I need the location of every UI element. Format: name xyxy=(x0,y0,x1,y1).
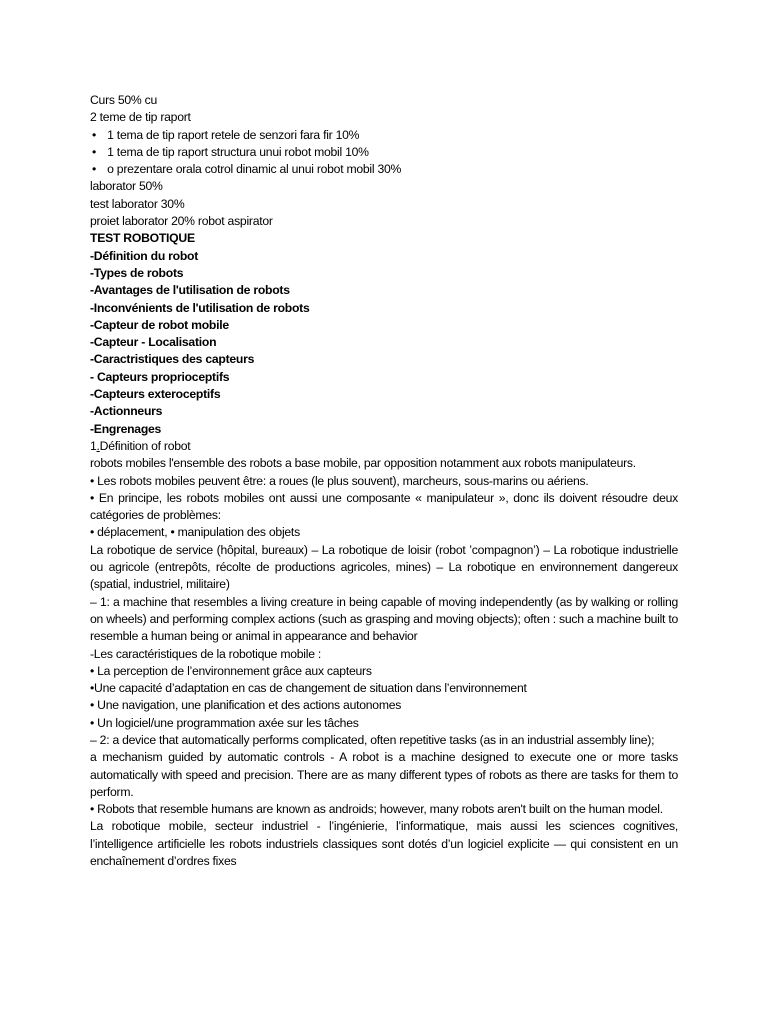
course-line-1: Curs 50% cu xyxy=(90,93,158,107)
bullet-icon: • xyxy=(92,162,97,177)
topic-item: -Définition du robot xyxy=(90,248,199,263)
paragraph: • Les robots mobiles peuvent être: a roues (le plus souvent), marcheurs, sous-marins ou aériens. xyxy=(90,473,589,488)
course-line-2: 2 teme de tip raport xyxy=(90,110,191,125)
paragraph: – 1: a machine that resembles a living creature in being capable of moving independently (as by walking or rolling on wheels) and performing complex actions (such as grasping and moving objects); often : such a machine built to resemble a human being or animal in appearance and behavior xyxy=(90,594,678,644)
bullet-item xyxy=(90,127,678,144)
heading-number: 1 xyxy=(90,438,97,453)
topic-item: -Capteur - Localisation xyxy=(90,335,217,350)
paragraph: • Une navigation, une planification et des actions autonomes xyxy=(90,698,402,713)
bullet-icon: • xyxy=(92,144,97,159)
topic-item: -Caractristiques des capteurs xyxy=(90,352,255,367)
section-title: TEST ROBOTIQUE xyxy=(90,231,195,246)
heading-text: Définition of robot xyxy=(99,438,191,453)
topic-item: - Capteurs proprioceptifs xyxy=(90,369,230,384)
topic-item: -Capteurs exteroceptifs xyxy=(90,387,221,402)
paragraph: •Une capacité d’adaptation en cas de changement de situation dans l’environnement xyxy=(90,681,527,696)
topic-item: -Engrenages xyxy=(90,421,162,436)
bullet-icon: • xyxy=(92,127,97,142)
paragraph: robots mobiles l'ensemble des robots a base mobile, par opposition notamment aux robots manipulateurs. xyxy=(90,456,636,471)
topic-item: -Actionneurs xyxy=(90,404,163,419)
paragraph: -Les caractéristiques de la robotique mobile : xyxy=(90,646,322,661)
document-page xyxy=(90,92,678,870)
paragraph: – 2: a device that automatically performs complicated, often repetitive tasks (as in an industrial assembly line); xyxy=(90,732,655,747)
topic-item: -Types de robots xyxy=(90,265,184,280)
bullet-item xyxy=(90,161,678,178)
test-line: test laborator 30% xyxy=(90,196,185,211)
paragraph: • Un logiciel/une programmation axée sur les tâches xyxy=(90,715,359,730)
lab-line: laborator 50% xyxy=(90,179,163,194)
topic-item: -Capteur de robot mobile xyxy=(90,317,229,332)
bullet-text: 1 tema de tip raport structura unui robot mobil 10% xyxy=(107,144,369,159)
paragraph: • déplacement, • manipulation des objets xyxy=(90,525,300,540)
bullet-item xyxy=(90,144,678,161)
bullet-text: o prezentare orala cotrol dinamic al unui robot mobil 30% xyxy=(107,162,402,177)
paragraph: La robotique de service (hôpital, bureaux) – La robotique de loisir (robot ’compagnon’) – La robotique industrielle ou agricole (entrepôts, récolte de productions agricoles, mines) – La robotique en environnement dangereux (spatial, industriel, militaire) xyxy=(90,542,678,592)
definition-heading xyxy=(90,438,678,455)
paragraph: a mechanism guided by automatic controls - A robot is a machine designed to execute one or more tasks automatically with speed and precision. There are as many different types of robots as there are tasks for them to perform. xyxy=(90,750,678,799)
paragraph: • La perception de l’environnement grâce aux capteurs xyxy=(90,663,372,678)
paragraph: • En principe, les robots mobiles ont aussi une composante « manipulateur », donc ils doivent résoudre deux catégories de problèmes: xyxy=(90,490,678,523)
paragraph: • Robots that resemble humans are known as androids; however, many robots aren't built on the human model. xyxy=(90,802,663,817)
project-line: proiet laborator 20% robot aspirator xyxy=(90,214,273,229)
paragraph: La robotique mobile, secteur industriel - l’ingénierie, l’informatique, mais aussi les sciences cognitives, l’intelligence artificielle les robots industriels classiques sont dotés d’un logiciel explicite — qui consistent en un enchaînement d’ordres fixes xyxy=(90,819,678,869)
bullet-text: 1 tema de tip raport retele de senzori fara fir 10% xyxy=(107,127,360,142)
topic-item: -Inconvénients de l'utilisation de robots xyxy=(90,300,310,315)
heading-dot: . xyxy=(96,438,100,453)
topic-item: -Avantages de l'utilisation de robots xyxy=(90,283,290,298)
